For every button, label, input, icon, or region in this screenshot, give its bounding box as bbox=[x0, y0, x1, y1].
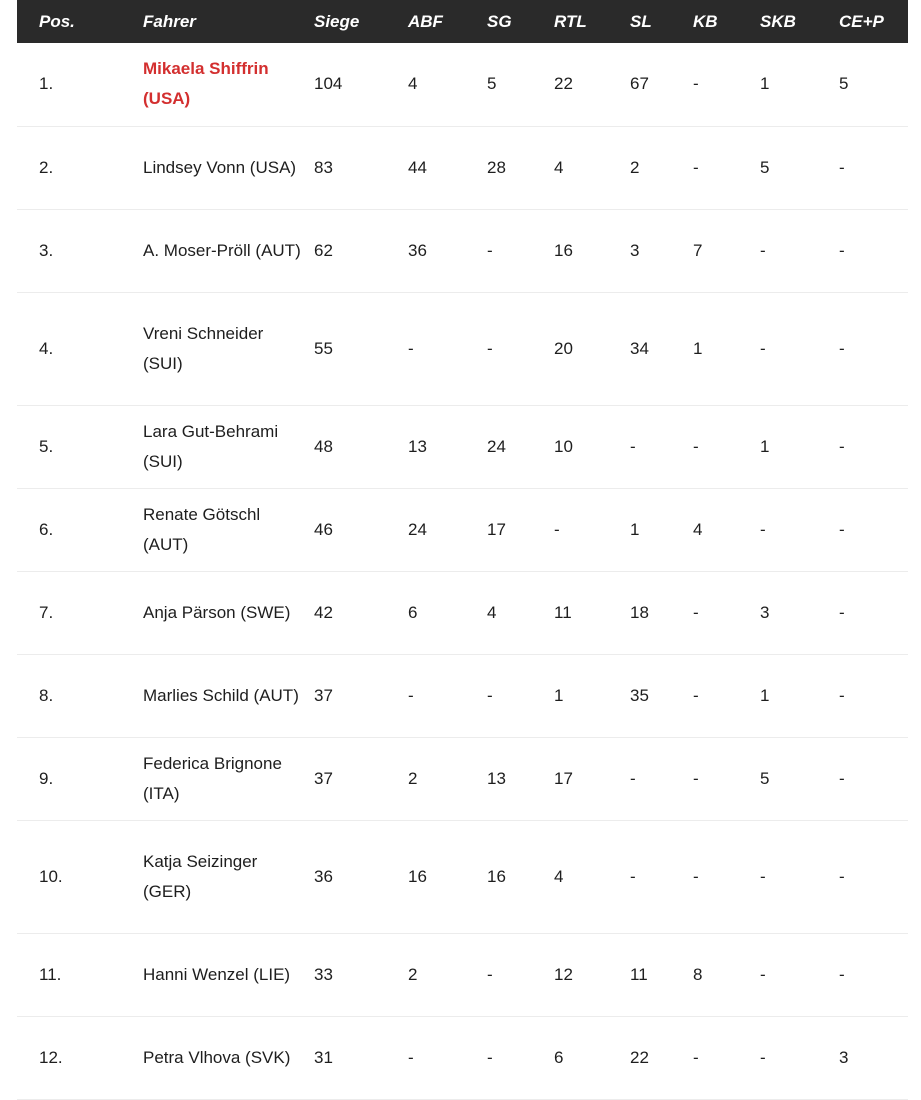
cell-sl: 18 bbox=[630, 571, 693, 654]
cell-siege: 31 bbox=[314, 1016, 408, 1099]
cell-kb: 8 bbox=[693, 933, 760, 1016]
cell-ce-p: - bbox=[839, 571, 908, 654]
cell-pos: 5. bbox=[17, 405, 143, 488]
cell-kb: - bbox=[693, 820, 760, 933]
header-sg[interactable]: SG bbox=[487, 11, 512, 31]
cell-fahrer: Katja Seizinger (GER) bbox=[143, 820, 314, 933]
cell-rtl: 11 bbox=[554, 571, 630, 654]
cell-fahrer: Anja Pärson (SWE) bbox=[143, 571, 314, 654]
cell-rtl: 4 bbox=[554, 126, 630, 209]
cell-ce-p: 3 bbox=[839, 1016, 908, 1099]
cell-ce-p: - bbox=[839, 654, 908, 737]
cell-kb: - bbox=[693, 571, 760, 654]
cell-skb: 1 bbox=[760, 654, 839, 737]
table-row bbox=[17, 933, 908, 1016]
cell-fahrer: Federica Brignone (ITA) bbox=[143, 737, 314, 820]
cell-abf: 13 bbox=[408, 405, 487, 488]
cell-siege: 104 bbox=[314, 43, 408, 126]
cell-sg: 13 bbox=[487, 737, 554, 820]
results-table-container bbox=[17, 0, 908, 1100]
cell-skb: 1 bbox=[760, 405, 839, 488]
cell-rtl: 22 bbox=[554, 43, 630, 126]
cell-abf: 16 bbox=[408, 820, 487, 933]
cell-kb: 4 bbox=[693, 488, 760, 571]
cell-sg: - bbox=[487, 292, 554, 405]
cell-sl: 3 bbox=[630, 209, 693, 292]
cell-rtl: 4 bbox=[554, 820, 630, 933]
table-row bbox=[17, 405, 908, 488]
cell-skb: - bbox=[760, 820, 839, 933]
cell-sg: 5 bbox=[487, 43, 554, 126]
cell-fahrer[interactable]: Mikaela Shiffrin (USA) bbox=[143, 43, 314, 126]
cell-sg: 16 bbox=[487, 820, 554, 933]
cell-kb: - bbox=[693, 43, 760, 126]
header-fahrer[interactable]: Fahrer bbox=[143, 11, 196, 31]
wins-ranking-table bbox=[17, 0, 908, 1100]
cell-sg: - bbox=[487, 654, 554, 737]
header-skb[interactable]: SKB bbox=[760, 11, 796, 31]
cell-siege: 37 bbox=[314, 737, 408, 820]
cell-siege: 83 bbox=[314, 126, 408, 209]
cell-pos: 1. bbox=[17, 43, 143, 126]
cell-skb: 5 bbox=[760, 737, 839, 820]
cell-abf: 4 bbox=[408, 43, 487, 126]
cell-ce-p: - bbox=[839, 405, 908, 488]
cell-abf: 36 bbox=[408, 209, 487, 292]
header-pos[interactable]: Pos. bbox=[39, 11, 75, 31]
header-siege[interactable]: Siege bbox=[314, 11, 360, 31]
cell-ce-p: - bbox=[839, 820, 908, 933]
cell-skb: 5 bbox=[760, 126, 839, 209]
cell-kb: - bbox=[693, 1016, 760, 1099]
cell-abf: 2 bbox=[408, 933, 487, 1016]
table-row bbox=[17, 820, 908, 933]
cell-ce-p: 5 bbox=[839, 43, 908, 126]
cell-fahrer: Petra Vlhova (SVK) bbox=[143, 1016, 314, 1099]
cell-siege: 55 bbox=[314, 292, 408, 405]
header-kb[interactable]: KB bbox=[693, 11, 718, 31]
cell-siege: 48 bbox=[314, 405, 408, 488]
cell-sl: - bbox=[630, 405, 693, 488]
cell-ce-p: - bbox=[839, 737, 908, 820]
cell-abf: 24 bbox=[408, 488, 487, 571]
table-row bbox=[17, 292, 908, 405]
cell-abf: 6 bbox=[408, 571, 487, 654]
cell-fahrer: Marlies Schild (AUT) bbox=[143, 654, 314, 737]
cell-pos: 4. bbox=[17, 292, 143, 405]
cell-sl: 67 bbox=[630, 43, 693, 126]
cell-sl: 11 bbox=[630, 933, 693, 1016]
cell-abf: 44 bbox=[408, 126, 487, 209]
cell-skb: - bbox=[760, 488, 839, 571]
cell-sg: 28 bbox=[487, 126, 554, 209]
cell-rtl: 1 bbox=[554, 654, 630, 737]
cell-kb: 7 bbox=[693, 209, 760, 292]
cell-pos: 2. bbox=[17, 126, 143, 209]
cell-abf: - bbox=[408, 654, 487, 737]
cell-kb: - bbox=[693, 654, 760, 737]
cell-skb: - bbox=[760, 1016, 839, 1099]
cell-rtl: 6 bbox=[554, 1016, 630, 1099]
cell-ce-p: - bbox=[839, 933, 908, 1016]
cell-sg: 4 bbox=[487, 571, 554, 654]
cell-sl: - bbox=[630, 820, 693, 933]
cell-siege: 42 bbox=[314, 571, 408, 654]
header-abf[interactable]: ABF bbox=[408, 11, 443, 31]
cell-rtl: 12 bbox=[554, 933, 630, 1016]
table-row bbox=[17, 43, 908, 126]
cell-sl: - bbox=[630, 737, 693, 820]
cell-pos: 3. bbox=[17, 209, 143, 292]
cell-abf: - bbox=[408, 292, 487, 405]
table-header-row bbox=[17, 0, 908, 43]
header-sl[interactable]: SL bbox=[630, 11, 652, 31]
header-rtl[interactable]: RTL bbox=[554, 11, 587, 31]
cell-pos: 8. bbox=[17, 654, 143, 737]
cell-sg: - bbox=[487, 933, 554, 1016]
cell-fahrer: Vreni Schneider (SUI) bbox=[143, 292, 314, 405]
cell-abf: - bbox=[408, 1016, 487, 1099]
cell-pos: 9. bbox=[17, 737, 143, 820]
table-body bbox=[17, 43, 908, 1099]
cell-sl: 22 bbox=[630, 1016, 693, 1099]
cell-siege: 33 bbox=[314, 933, 408, 1016]
cell-skb: 3 bbox=[760, 571, 839, 654]
cell-siege: 37 bbox=[314, 654, 408, 737]
cell-siege: 36 bbox=[314, 820, 408, 933]
cell-pos: 11. bbox=[17, 933, 143, 1016]
table-row bbox=[17, 209, 908, 292]
header-ce-p[interactable]: CE+P bbox=[839, 11, 884, 31]
cell-sl: 1 bbox=[630, 488, 693, 571]
cell-sl: 34 bbox=[630, 292, 693, 405]
cell-kb: - bbox=[693, 405, 760, 488]
cell-kb: 1 bbox=[693, 292, 760, 405]
cell-rtl: 20 bbox=[554, 292, 630, 405]
cell-pos: 7. bbox=[17, 571, 143, 654]
cell-skb: - bbox=[760, 292, 839, 405]
cell-kb: - bbox=[693, 126, 760, 209]
cell-rtl: 17 bbox=[554, 737, 630, 820]
cell-sl: 2 bbox=[630, 126, 693, 209]
cell-ce-p: - bbox=[839, 209, 908, 292]
cell-fahrer: Hanni Wenzel (LIE) bbox=[143, 933, 314, 1016]
cell-rtl: 10 bbox=[554, 405, 630, 488]
cell-sl: 35 bbox=[630, 654, 693, 737]
cell-siege: 62 bbox=[314, 209, 408, 292]
cell-fahrer: A. Moser-Pröll (AUT) bbox=[143, 209, 314, 292]
cell-ce-p: - bbox=[839, 292, 908, 405]
cell-kb: - bbox=[693, 737, 760, 820]
cell-ce-p: - bbox=[839, 488, 908, 571]
table-row bbox=[17, 1016, 908, 1099]
table-row bbox=[17, 126, 908, 209]
cell-sg: - bbox=[487, 1016, 554, 1099]
cell-ce-p: - bbox=[839, 126, 908, 209]
cell-sg: - bbox=[487, 209, 554, 292]
cell-rtl: 16 bbox=[554, 209, 630, 292]
cell-fahrer: Lindsey Vonn (USA) bbox=[143, 126, 314, 209]
cell-pos: 6. bbox=[17, 488, 143, 571]
table-row bbox=[17, 488, 908, 571]
cell-sg: 24 bbox=[487, 405, 554, 488]
cell-skb: 1 bbox=[760, 43, 839, 126]
cell-skb: - bbox=[760, 933, 839, 1016]
cell-pos: 10. bbox=[17, 820, 143, 933]
cell-fahrer: Lara Gut-Behrami (SUI) bbox=[143, 405, 314, 488]
cell-pos: 12. bbox=[17, 1016, 143, 1099]
cell-rtl: - bbox=[554, 488, 630, 571]
table-row bbox=[17, 654, 908, 737]
table-row bbox=[17, 571, 908, 654]
table-row bbox=[17, 737, 908, 820]
cell-fahrer: Renate Götschl (AUT) bbox=[143, 488, 314, 571]
cell-skb: - bbox=[760, 209, 839, 292]
cell-siege: 46 bbox=[314, 488, 408, 571]
cell-sg: 17 bbox=[487, 488, 554, 571]
cell-abf: 2 bbox=[408, 737, 487, 820]
